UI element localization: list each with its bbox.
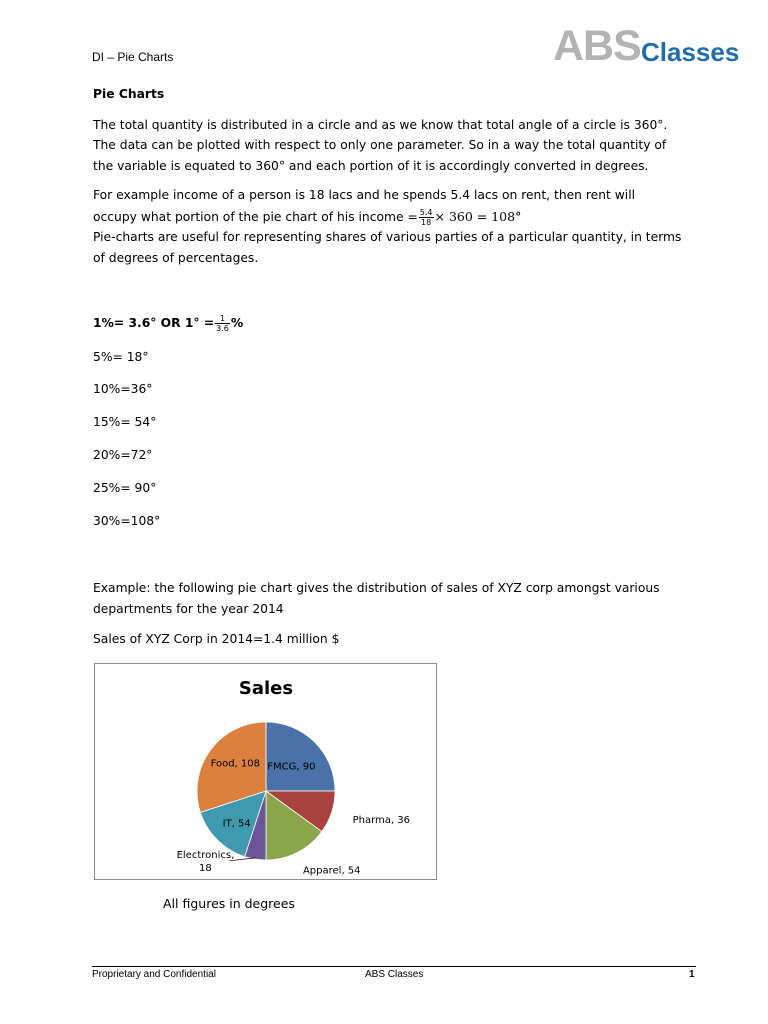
conversion-line: 25%= 90°	[93, 481, 157, 495]
conversion-line-1-suffix: %	[230, 316, 244, 330]
pie-label-pharma: Pharma, 36	[352, 815, 411, 827]
conversion-line: 30%=108°	[93, 514, 161, 528]
example-paragraph-line1: For example income of a person is 18 lacs and he spends 5.4 lacs on rent, then rent will	[93, 188, 636, 202]
conversion-line-1-prefix: 1%= 3.6° OR 1° =	[93, 316, 215, 330]
section-heading: Pie Charts	[93, 87, 165, 101]
sales-pie-chart	[94, 663, 437, 880]
logo-abs-text: ABS	[553, 22, 641, 70]
sales-total-line: Sales of XYZ Corp in 2014=1.4 million $	[93, 632, 340, 646]
footer-company: ABS Classes	[365, 969, 424, 980]
main-content	[93, 84, 683, 268]
footer-divider	[92, 966, 696, 967]
chart-caption: All figures in degrees	[163, 896, 295, 911]
conversion-line: 10%=36°	[93, 382, 153, 396]
logo-classes-text: Classes	[641, 37, 740, 67]
conversion-line-1	[93, 314, 243, 333]
rent-fraction-numerator: 5.4	[419, 207, 433, 217]
rent-formula: × 360 = 108°	[434, 208, 522, 224]
pie-label-fmcg: FMCG, 90	[267, 761, 316, 773]
conversion-line: 15%= 54°	[93, 415, 157, 429]
rent-fraction-denominator: 18	[421, 217, 432, 227]
conversion-fraction-numerator: 1	[215, 314, 230, 324]
example-paragraph-prefix: occupy what portion of the pie chart of his income =	[93, 209, 418, 224]
chart-title: Sales	[238, 678, 294, 699]
conversion-fraction-denominator: 3.6	[216, 324, 229, 333]
conversion-fraction	[215, 314, 230, 333]
abs-classes-logo	[553, 24, 753, 68]
intro-paragraph: The total quantity is distributed in a circle and as we know that total angle of a circle is 360°. The data can be plotted with respect to only one parameter. So in a way the total quantity of the variable is equated to 360° and each portion of it is accordingly converted in degrees.	[93, 117, 668, 173]
pie-label-it: IT, 54	[222, 818, 251, 830]
page-number: 1	[689, 969, 695, 980]
pie-label-electronics: Electronics, 18	[176, 849, 235, 874]
example-intro: Example: the following pie chart gives the distribution of sales of XYZ corp amongst various departments for the year 2014	[93, 581, 660, 616]
pie-label-food: Food, 108	[210, 758, 261, 770]
example-paragraph-line2	[93, 207, 683, 228]
pie-slice-fmcg	[266, 722, 335, 791]
pie-slices	[197, 722, 335, 860]
usefulness-paragraph: Pie-charts are useful for representing shares of various parties of a particular quantity, in terms of degrees of percentages.	[93, 230, 682, 265]
conversion-line: 20%=72°	[93, 448, 153, 462]
conversion-line: 5%= 18°	[93, 350, 149, 364]
footer-confidential: Proprietary and Confidential	[92, 969, 216, 980]
document-header-title: DI – Pie Charts	[92, 50, 174, 64]
pie-label-apparel: Apparel, 54	[302, 865, 361, 877]
pie-chart-svg	[95, 664, 436, 879]
rent-fraction	[419, 208, 434, 227]
